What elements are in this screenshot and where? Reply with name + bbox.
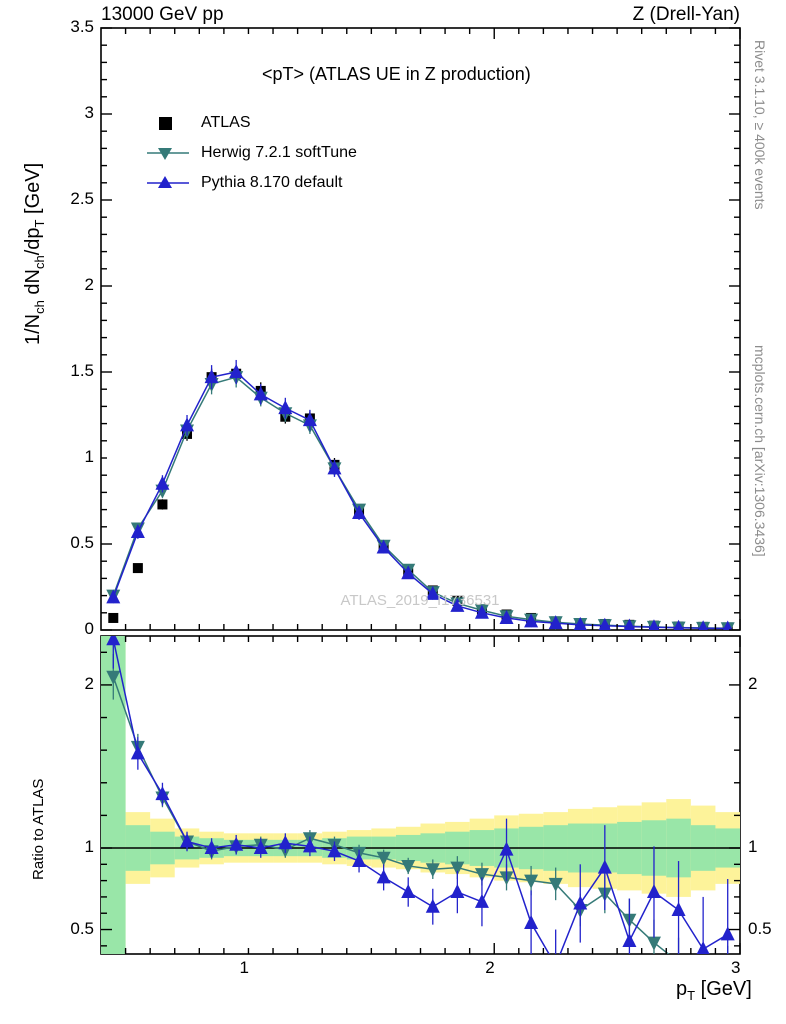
data-marker [672,956,686,970]
data-marker [475,894,489,908]
legend-item-2 [145,168,357,198]
ratio-y-tick-label: 0.5 [70,918,94,938]
plot-title: <pT> (ATLAS UE in Z production) [262,64,531,84]
data-marker [377,869,391,883]
data-marker [524,915,538,929]
y-tick-label: 0.5 [70,533,94,552]
ratio-y-tick-label-right: 1 [748,837,758,856]
side-text-mcplots: mcplots.cern.ch [arXiv:1306.3436] [752,345,768,557]
y-tick-label: 2 [84,275,94,294]
side-text-rivet: Rivet 3.1.10, ≥ 400k events [752,40,768,210]
data-marker [157,499,167,509]
ratio-series-line [113,639,727,965]
ratio-y-axis-label: Ratio to ATLAS [30,778,47,880]
ratio-y-tick-label: 2 [84,673,94,693]
x-tick-label: 2 [485,958,495,977]
data-marker [696,941,710,955]
data-marker [278,400,292,414]
x-tick-label: 1 [239,958,249,977]
data-marker [180,417,194,431]
header-right: Z (Drell-Yan) [632,4,740,25]
legend-item-1 [145,138,357,168]
data-marker [133,563,143,573]
ratio-y-tick-label-right: 0.5 [748,918,772,938]
legend-label-atlas: ATLAS [201,114,251,131]
data-marker [622,933,636,947]
y-tick-label: 1.5 [70,361,94,380]
legend-label-herwig: Herwig 7.2.1 softTune [201,144,357,161]
legend-item-0 [145,108,357,138]
data-marker [696,964,710,978]
data-marker [672,902,686,916]
data-marker [721,926,735,940]
data-marker [426,899,440,913]
data-marker [647,937,661,951]
x-axis-label: $p_T$ [GeV] [676,978,752,1003]
data-marker [131,745,145,759]
series-line [113,377,727,628]
header-left: 13000 GeV pp [101,4,224,25]
legend-label-pythia: Pythia 8.170 default [201,174,343,191]
y-tick-label: 2.5 [70,189,94,208]
ratio-y-tick-label: 1 [84,837,94,856]
legend-marker-triangle-up [145,173,191,193]
data-marker [401,884,415,898]
y-axis-label: $1/N_{ch}$ $dN_{ch}/dp_T$ [GeV] [22,162,47,345]
legend-marker-triangle-down [145,143,191,163]
series-line [113,372,727,628]
ratio-y-tick-label-right: 2 [748,673,758,693]
y-tick-label: 1 [84,447,94,466]
legend [145,108,357,198]
y-tick-label: 3 [84,103,94,122]
y-tick-label: 0 [84,619,94,638]
y-tick-label: 3.5 [70,17,94,36]
watermark-text: ATLAS_2019_I1736531 [340,592,500,609]
data-marker [450,884,464,898]
data-marker [108,613,118,623]
legend-marker-square [145,113,191,133]
x-tick-label: 3 [731,958,741,977]
data-marker [549,957,563,971]
